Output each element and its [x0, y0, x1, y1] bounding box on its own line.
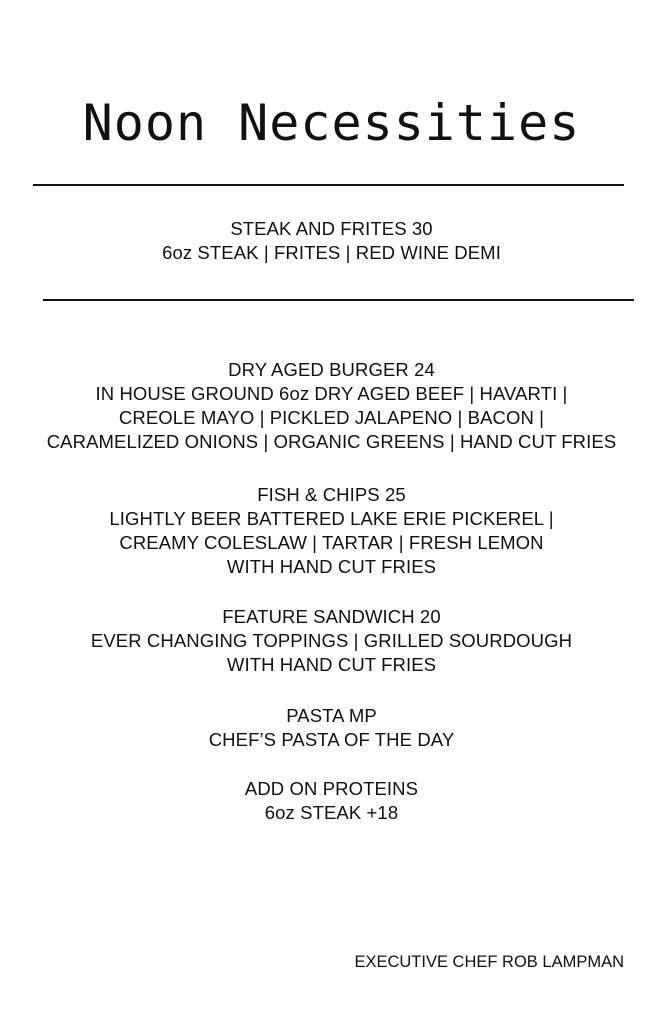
- menu-item-description: LIGHTLY BEER BATTERED LAKE ERIE PICKEREL |: [109, 508, 554, 529]
- menu-item-dry-aged-burger: [0, 358, 663, 454]
- menu-item-description: WITH HAND CUT FRIES: [226, 556, 437, 577]
- menu-item-description: EVER CHANGING TOPPINGS | GRILLED SOURDOUGH: [90, 630, 573, 651]
- menu-item-description: CREAMY COLESLAW | TARTAR | FRESH LEMON: [119, 532, 544, 553]
- menu-item-fish-and-chips: [0, 483, 663, 579]
- menu-item-heading: ADD ON PROTEINS: [244, 778, 419, 799]
- menu-item-pasta: [0, 704, 663, 752]
- menu-item-description: 6oz STEAK | FRITES | RED WINE DEMI: [162, 242, 501, 263]
- menu-item-heading: PASTA MP: [286, 705, 377, 726]
- menu-item-description: CHEF’S PASTA OF THE DAY: [208, 729, 455, 750]
- divider-top: [33, 184, 624, 186]
- menu-item-description: 6oz STEAK +18: [264, 802, 399, 823]
- menu-item-steak-and-frites: [0, 217, 663, 265]
- menu-item-heading: FEATURE SANDWICH 20: [222, 606, 441, 627]
- menu-item-description: CARAMELIZED ONIONS | ORGANIC GREENS | HAND CUT FRIES: [46, 431, 617, 452]
- divider-middle: [43, 299, 634, 301]
- menu-item-heading: STEAK AND FRITES 30: [230, 218, 433, 239]
- chef-credit: EXECUTIVE CHEF ROB LAMPMAN: [354, 953, 624, 971]
- menu-item-feature-sandwich: [0, 605, 663, 677]
- menu-item-heading: FISH & CHIPS 25: [257, 484, 406, 505]
- menu-item-description: WITH HAND CUT FRIES: [226, 654, 437, 675]
- menu-item-heading: DRY AGED BURGER 24: [228, 359, 435, 380]
- menu-title: Noon Necessities: [82, 94, 581, 152]
- menu-item-add-on-proteins: [0, 777, 663, 825]
- menu-item-description: IN HOUSE GROUND 6oz DRY AGED BEEF | HAVARTI |: [95, 383, 568, 404]
- menu-item-description: CREOLE MAYO | PICKLED JALAPENO | BACON |: [118, 407, 545, 428]
